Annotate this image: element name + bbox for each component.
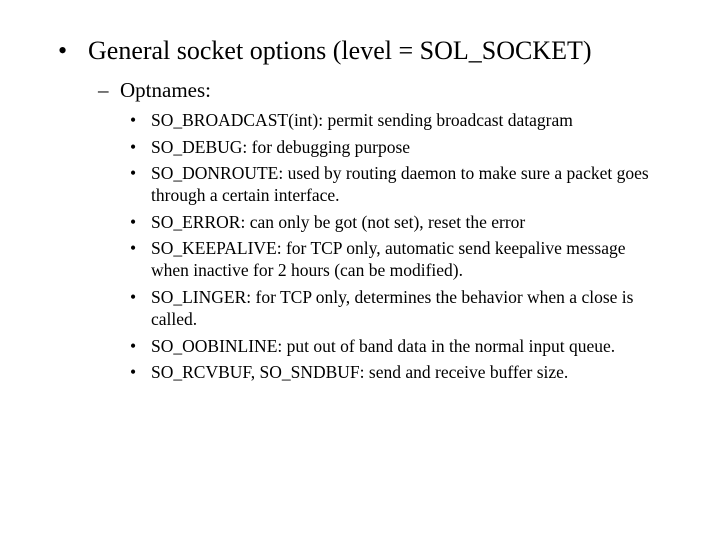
list-item bbox=[130, 136, 650, 158]
list-item bbox=[130, 237, 650, 281]
option-list bbox=[130, 109, 650, 388]
bullet-icon: • bbox=[130, 136, 137, 157]
bullet-icon: • bbox=[130, 362, 137, 383]
slide-heading: General socket options (level = SOL_SOCKET) bbox=[88, 36, 592, 65]
list-item bbox=[130, 361, 650, 383]
list-item bbox=[130, 286, 650, 330]
list-item-text: SO_OOBINLINE: put out of band data in the normal input queue. bbox=[151, 335, 616, 356]
list-item bbox=[130, 109, 650, 131]
list-item bbox=[130, 211, 650, 233]
list-item-text: SO_DONROUTE: used by routing daemon to make sure a packet goes through a certain interface. bbox=[151, 163, 649, 206]
list-item bbox=[130, 335, 650, 357]
bullet-icon: • bbox=[130, 110, 137, 130]
bullet-icon: • bbox=[130, 335, 137, 356]
bullet-icon: • bbox=[130, 163, 137, 184]
list-item-text: SO_LINGER: for TCP only, determines the behavior when a close is called. bbox=[151, 286, 634, 329]
slide-subheading: Optnames: bbox=[120, 78, 211, 102]
list-item-text: SO_BROADCAST(int): permit sending broadcast datagram bbox=[151, 110, 573, 130]
list-item-text: SO_ERROR: can only be got (not set), reset the error bbox=[151, 211, 526, 232]
bullet-icon: • bbox=[130, 286, 137, 307]
dash-icon: – bbox=[98, 78, 109, 102]
bullet-icon: • bbox=[130, 238, 137, 259]
list-item-text: SO_KEEPALIVE: for TCP only, automatic send keepalive message when inactive for 2 hours (can be modified). bbox=[151, 238, 626, 281]
list-item-text: SO_RCVBUF, SO_SNDBUF: send and receive buffer size. bbox=[151, 362, 569, 383]
bullet-icon: • bbox=[130, 211, 137, 232]
list-item-text: SO_DEBUG: for debugging purpose bbox=[151, 136, 411, 157]
bullet-icon: • bbox=[58, 36, 68, 65]
list-item bbox=[130, 162, 650, 206]
